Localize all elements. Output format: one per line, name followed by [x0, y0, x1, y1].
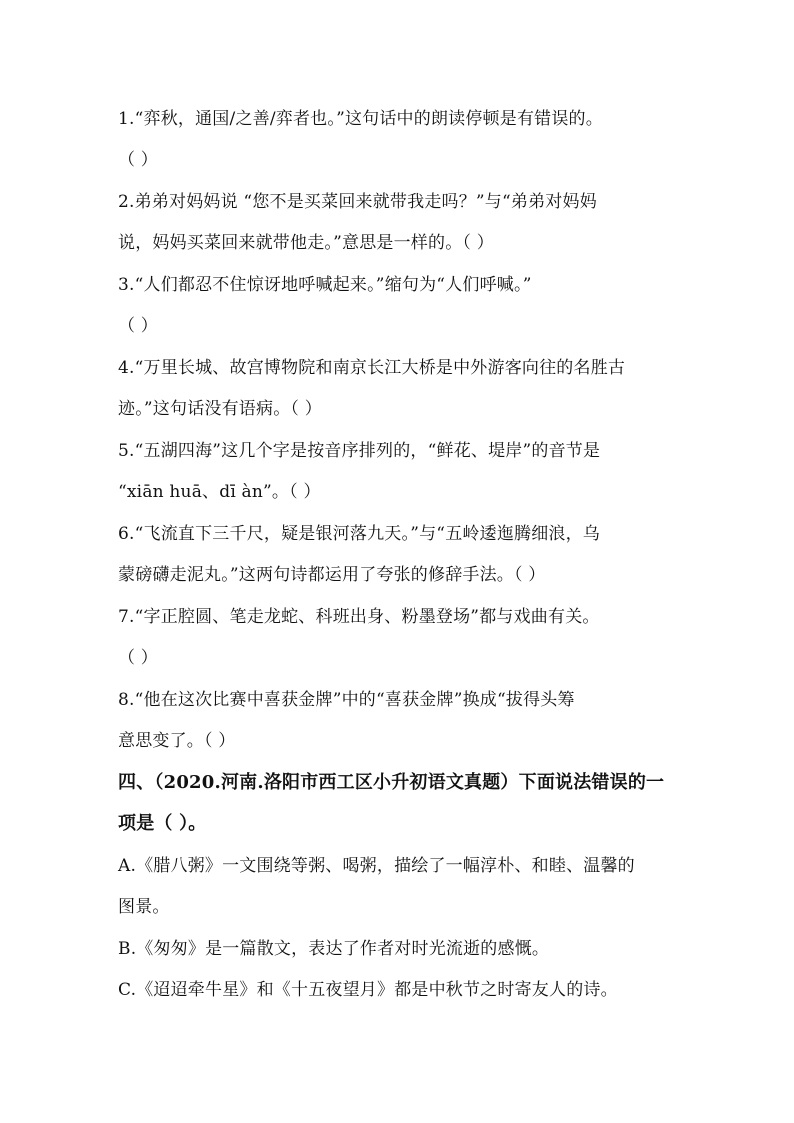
item-6-line-2: 蒙磅礴走泥丸。”这两句诗都运用了夸张的修辞手法。（ ） [118, 565, 546, 585]
section-4-heading-line-1: 四、（2020.河南.洛阳市西工区小升初语文真题）下面说法错误的一 [118, 772, 665, 793]
item-2-line-2: 说，妈妈买菜回来就带他走。”意思是一样的。（ ） [118, 233, 494, 253]
item-5-line-1: 5.“五湖四海”这几个字是按音序排列的，“鲜花、堤岸”的音节是 [118, 441, 601, 461]
item-1-line-1: 1.“弈秋，通国/之善/弈者也。”这句话中的朗读停顿是有错误的。 [118, 109, 603, 129]
item-3-line-1: 3.“人们都忍不住惊讶地呼喊起来。”缩句为“人们呼喊。” [118, 275, 532, 295]
item-7-answer-blank: （ ） [118, 648, 159, 668]
item-7-line-1: 7.“字正腔圆、笔走龙蛇、科班出身、粉墨登场”都与戏曲有关。 [118, 607, 600, 627]
section-4-heading-line-2: 项是（ ）。 [118, 813, 207, 834]
item-3-answer-blank: （ ） [118, 316, 159, 336]
item-4-line-2: 迹。”这句话没有语病。（ ） [118, 399, 322, 419]
item-8-line-2: 意思变了。（ ） [118, 731, 236, 751]
item-6-line-1: 6.“飞流直下三千尺，疑是银河落九天。”与“五岭逶迤腾细浪，乌 [118, 524, 600, 544]
item-4-line-1: 4.“万里长城、故宫博物院和南京长江大桥是中外游客向往的名胜古 [118, 358, 626, 378]
item-1-answer-blank: （ ） [118, 150, 159, 170]
option-c: C.《迢迢牵牛星》和《十五夜望月》都是中秋节之时寄友人的诗。 [118, 980, 618, 1000]
item-5-line-2: “xiān huā、dī àn”。（ ） [118, 482, 321, 502]
item-8-line-1: 8.“他在这次比赛中喜获金牌”中的“喜获金牌”换成“拔得头筹 [118, 690, 575, 710]
option-a-line-2: 图景。 [118, 897, 170, 917]
option-a-line-1: A.《腊八粥》一文围绕等粥、喝粥，描绘了一幅淳朴、和睦、温馨的 [118, 856, 635, 876]
item-2-line-1: 2.弟弟对妈妈说 “您不是买菜回来就带我走吗？”与“弟弟对妈妈 [118, 192, 597, 212]
option-b: B.《匆匆》是一篇散文，表达了作者对时光流逝的感慨。 [118, 939, 550, 959]
